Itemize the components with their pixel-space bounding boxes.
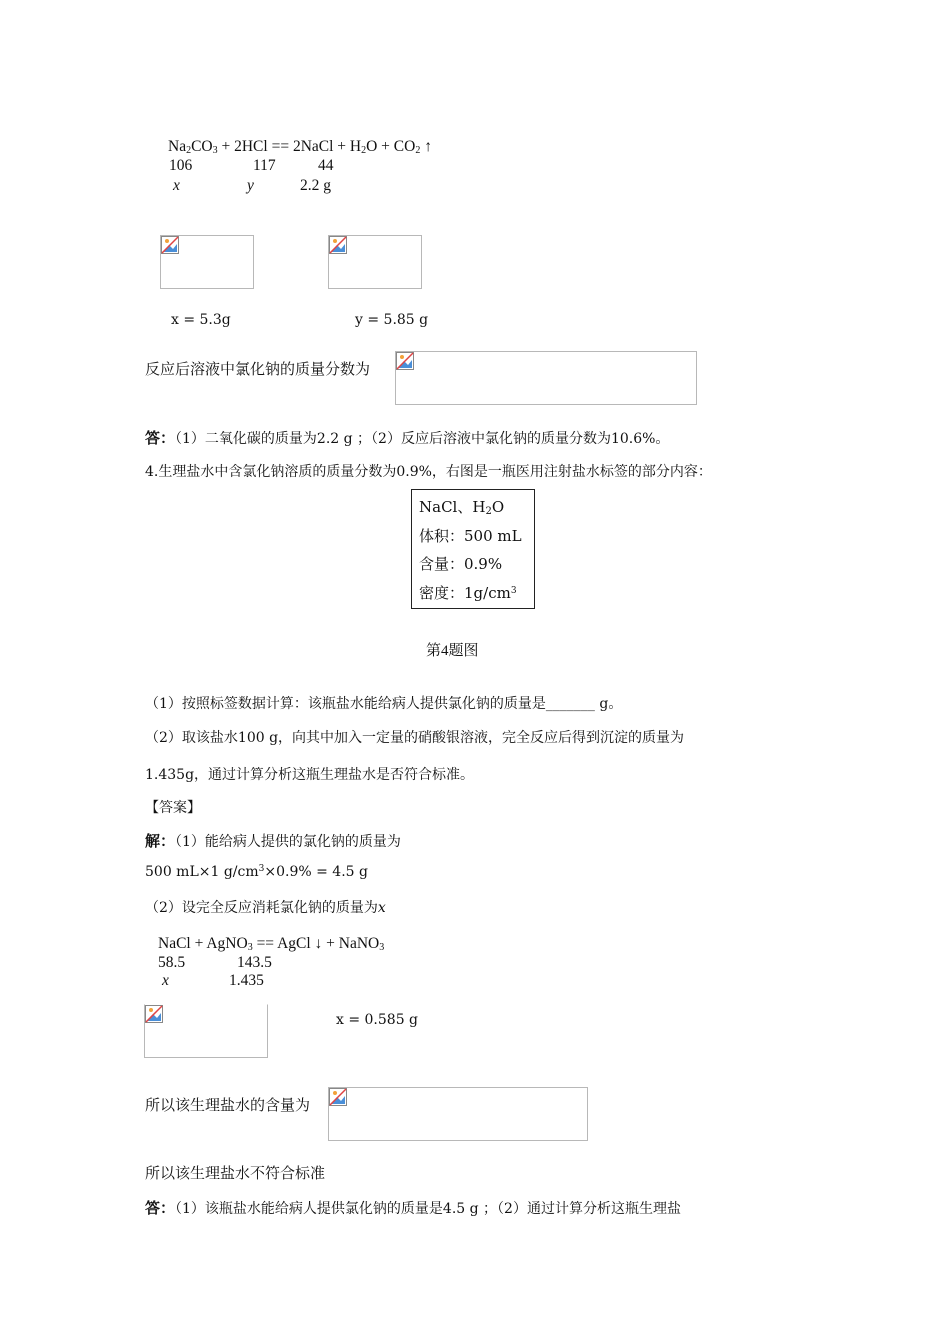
broken-image-icon — [329, 236, 347, 254]
solution-line-2: 500 mL×1 $g/cm^3\times 0.9\% = 4.5$ g — [145, 864, 368, 880]
formula-image-fraction — [395, 351, 697, 405]
formula-image-x2 — [144, 1004, 268, 1058]
answer-1: 答：（1）二氧化碳的质量为2.2 g ；（2）反应后溶液中氯化钠的质量分数为10.6%。 — [145, 431, 670, 447]
equation-2-mass-nacl: 58.5 — [158, 954, 186, 971]
conclusion: 所以该生理盐水不符合标准 — [145, 1166, 326, 1182]
figure-caption: 第4题图 — [426, 643, 479, 659]
broken-image-icon — [396, 352, 414, 370]
formula-image-content — [328, 1087, 588, 1141]
saline-label-card — [411, 489, 535, 609]
result-x2: x = 0.585 g — [336, 1012, 419, 1028]
broken-image-icon — [329, 1088, 347, 1106]
label-composition: NaCl、$H_2O$ — [419, 498, 505, 517]
equation-1-var-y: y — [247, 177, 254, 194]
equation-2-agcl-mass: 1.435 — [229, 972, 264, 989]
solution-line-1: 解：（1）能给病人提供的氯化钠的质量为 — [145, 834, 401, 850]
broken-image-icon — [161, 236, 179, 254]
question-4: 4.生理盐水中含氯化钠溶质的质量分数为0.9%，右图是一瓶医用注射盐水标签的部分内容： — [145, 464, 712, 480]
result-x: x = 5.3g — [171, 312, 231, 328]
equation-1: $Na_2CO_3 + 2HCl$ == 2NaCl + $H_2O + CO_2$ ↑ — [168, 138, 432, 156]
equation-2-mass-agcl: 143.5 — [237, 954, 272, 971]
mass-fraction-line: 反应后溶液中氯化钠的质量分数为 — [145, 362, 371, 378]
broken-image-icon — [145, 1005, 163, 1023]
formula-image-y — [328, 235, 422, 289]
equation-1-mass-117: 117 — [253, 157, 276, 174]
equation-1-mass-106: 106 — [169, 157, 193, 174]
result-y: y = 5.85 g — [355, 312, 429, 328]
equation-2-var-x: x — [162, 972, 169, 989]
solution-line-3: （2）设完全反应消耗氯化钠的质量为x — [145, 900, 386, 916]
sub-question-1: （1）按照标签数据计算：该瓶盐水能给病人提供氯化钠的质量是_______ g。 — [145, 696, 623, 712]
equation-1-co2-mass: 2.2 g — [300, 177, 331, 194]
answer-header: 【答案】 — [145, 800, 201, 816]
content-line: 所以该生理盐水的含量为 — [145, 1098, 311, 1114]
label-volume: 体积：500 mL — [419, 527, 522, 545]
equation-1-mass-44: 44 — [318, 157, 334, 174]
equation-2: NaCl + AgNO$_3$ == AgCl ↓ + NaNO$_3$ — [158, 935, 385, 953]
answer-2: 答：（1）该瓶盐水能给病人提供氯化钠的质量是4.5 g ；（2）通过计算分析这瓶生理盐 — [145, 1201, 681, 1217]
equation-1-var-x: x — [173, 177, 180, 194]
label-content: 含量：0.9% — [419, 555, 503, 573]
sub-question-2: （2）取该盐水100 g，向其中加入一定量的硝酸银溶液，完全反应后得到沉淀的质量为 — [145, 730, 685, 746]
sub-question-2-cont: 1.435g，通过计算分析这瓶生理盐水是否符合标准。 — [145, 767, 475, 783]
label-density: 密度：$1g/cm^3$ — [419, 584, 517, 602]
formula-image-x — [160, 235, 254, 289]
